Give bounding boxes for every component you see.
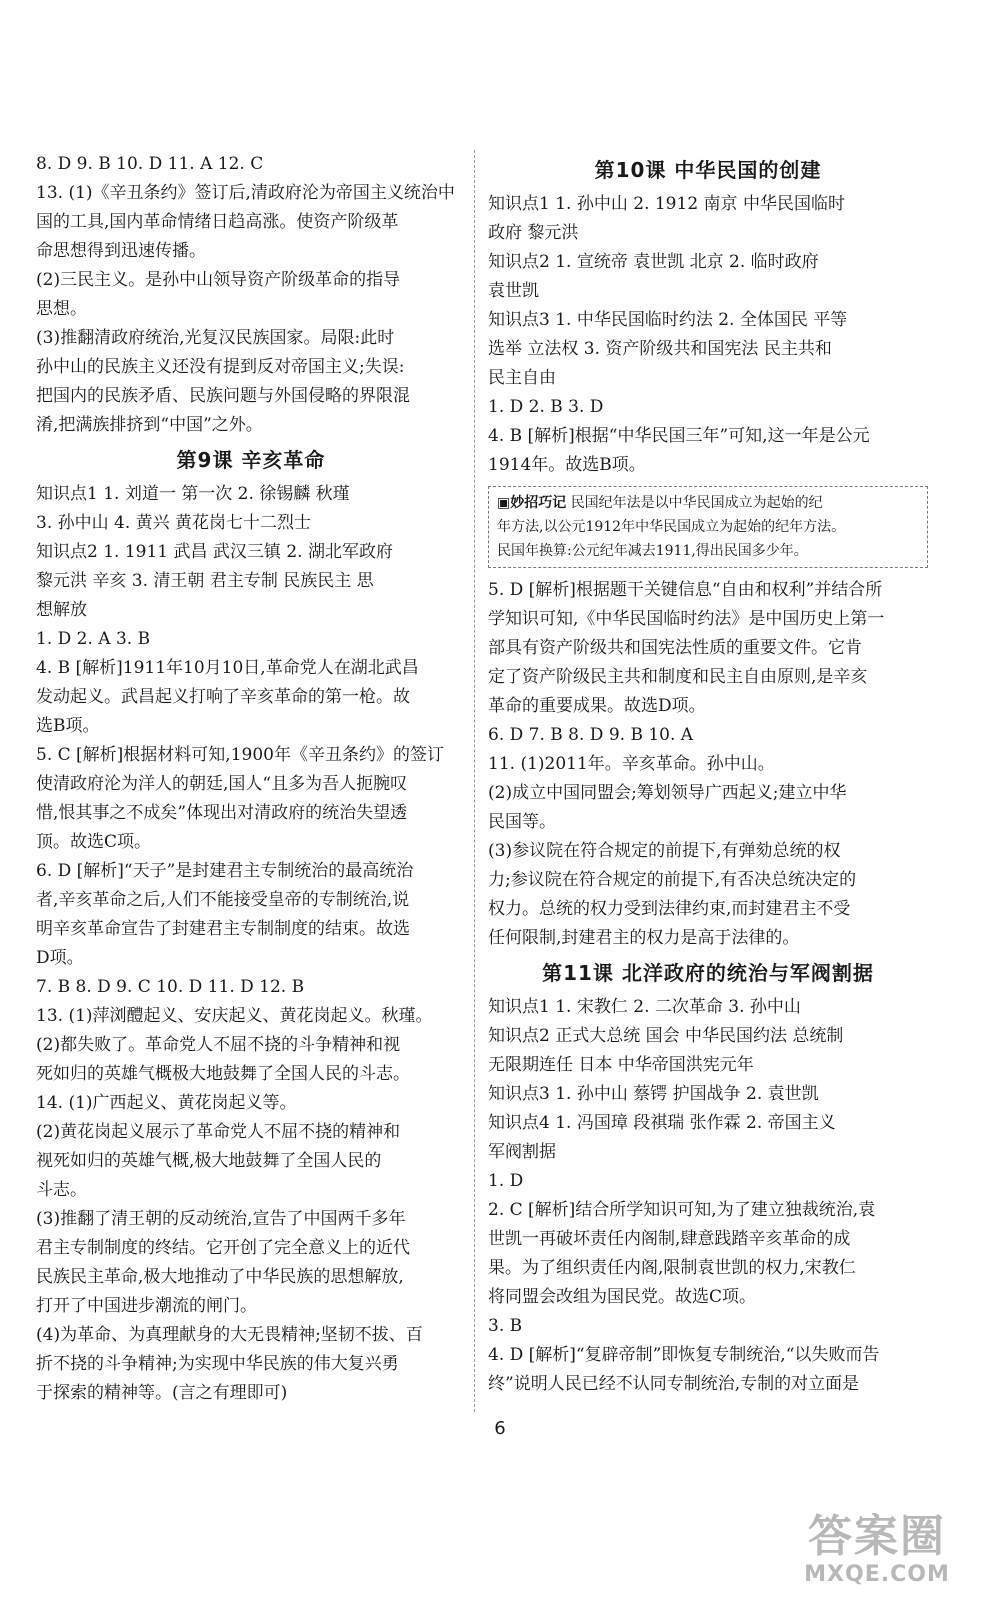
- answer-line: 民国等。: [488, 812, 556, 832]
- watermark-text: 答案圈: [808, 1511, 946, 1562]
- answer-line: 任何限制,封建君主的权力是高于法律的。: [488, 928, 800, 948]
- answer-line: (3)推翻清政府统治,光复汉民族国家。局限:此时: [36, 328, 395, 348]
- answer-line: 部具有资产阶级共和国宪法性质的重要文件。它肯: [488, 638, 862, 658]
- answer-line: 终”说明人民已经不认同专制统治,专制的对立面是: [488, 1374, 860, 1394]
- answer-line: 7. B 8. D 9. C 10. D 11. D 12. B: [36, 977, 305, 997]
- answer-line: 世凯一再破坏责任内阁制,肆意践踏辛亥革命的成: [488, 1229, 851, 1249]
- answer-line: 视死如归的英雄气概,极大地鼓舞了全国人民的: [36, 1151, 382, 1171]
- answer-line: 6. D [解析]“天子”是封建君主专制统治的最高统治: [36, 861, 414, 881]
- lesson-title: 第10课 中华民国的创建: [594, 158, 822, 182]
- answer-line: 想解放: [36, 600, 87, 620]
- answer-line: 知识点4 1. 冯国璋 段祺瑞 张作霖 2. 帝国主义: [488, 1113, 836, 1133]
- answer-line: 淆,把满族排挤到“中国”之外。: [36, 415, 263, 435]
- answer-line: 折不挠的斗争精神;为实现中华民族的伟大复兴勇: [36, 1354, 399, 1374]
- answer-line: 顶。故选C项。: [36, 832, 152, 852]
- answer-line: 13. (1)萍浏醴起义、安庆起义、黄花岗起义。秋瑾。: [36, 1006, 433, 1026]
- answer-line: 4. D [解析]“复辟帝制”即恢复专制统治,“以失败而告: [488, 1345, 880, 1365]
- answer-line: 使清政府沦为洋人的朝廷,国人“且多为吾人扼腕叹: [36, 774, 408, 794]
- answer-line: 权力。总统的权力受到法律约束,而封建君主不受: [488, 899, 851, 919]
- answer-line: 无限期连任 日本 中华帝国洪宪元年: [488, 1055, 754, 1075]
- answer-line: (2)成立中国同盟会;筹划领导广西起义;建立中华: [488, 783, 847, 803]
- answer-line: 知识点1 1. 刘道一 第一次 2. 徐锡麟 秋瑾: [36, 484, 350, 504]
- answer-line: 知识点2 1. 宣统帝 袁世凯 北京 2. 临时政府: [488, 252, 819, 272]
- answer-line: 1. D: [488, 1171, 524, 1191]
- answer-line: 1. D 2. A 3. B: [36, 629, 151, 649]
- answer-line: 知识点3 1. 中华民国临时约法 2. 全体国民 平等: [488, 310, 848, 330]
- answer-line: 1914年。故选B项。: [488, 455, 646, 475]
- answer-line: 斗志。: [36, 1180, 87, 1200]
- answer-line: 4. B [解析]1911年10月10日,革命党人在湖北武昌: [36, 658, 419, 678]
- tip-text: 年方法,以公元1912年中华民国成立为起始的纪年方法。: [497, 519, 846, 535]
- answer-line: 11. (1)2011年。辛亥革命。孙中山。: [488, 754, 775, 774]
- tip-label: ▣妙招巧记: [497, 495, 567, 511]
- answer-line: 知识点2 1. 1911 武昌 武汉三镇 2. 湖北军政府: [36, 542, 393, 562]
- answer-line: 4. B [解析]根据“中华民国三年”可知,这一年是公元: [488, 426, 870, 446]
- answer-line: 14. (1)广西起义、黄花岗起义等。: [36, 1093, 297, 1113]
- tip-box: [488, 486, 928, 568]
- answer-line: 思想。: [36, 299, 87, 319]
- answer-line: (2)都失败了。革命党人不屈不挠的斗争精神和视: [36, 1035, 401, 1055]
- answer-line: 把国内的民族矛盾、民族问题与外国侵略的界限混: [36, 386, 410, 406]
- answer-line: 军阀割据: [488, 1142, 556, 1162]
- lesson-title: 第11课 北洋政府的统治与军阀割据: [542, 961, 874, 985]
- answer-line: 3. B: [488, 1316, 523, 1336]
- tip-line: [497, 539, 919, 563]
- answer-line: 3. 孙中山 4. 黄兴 黄花岗七十二烈士: [36, 513, 312, 533]
- answer-line: 于探索的精神等。(言之有理即可): [36, 1383, 288, 1403]
- answer-line: 6. D 7. B 8. D 9. B 10. A: [488, 725, 694, 745]
- answer-line: 民主自由: [488, 368, 556, 388]
- answer-line: 定了资产阶级民主共和制度和民主自由原则,是辛亥: [488, 667, 868, 687]
- answer-line: 8. D 9. B 10. D 11. A 12. C: [36, 154, 264, 174]
- answer-line: 选举 立法权 3. 资产阶级共和国宪法 民主共和: [488, 339, 832, 359]
- answer-line: 1. D 2. B 3. D: [488, 397, 604, 417]
- tip-line: [497, 491, 919, 515]
- lesson-title: 第9课 辛亥革命: [176, 448, 326, 472]
- answer-line: 打开了中国进步潮流的闸门。: [36, 1296, 257, 1316]
- answer-line: 选B项。: [36, 716, 100, 736]
- answer-line: 政府 黎元洪: [488, 223, 579, 243]
- answer-line: 革命的重要成果。故选D项。: [488, 696, 706, 716]
- column-divider: [474, 150, 476, 1412]
- answer-line: 5. C [解析]根据材料可知,1900年《辛丑条约》的签订: [36, 745, 444, 765]
- page-number: 6: [494, 1418, 506, 1439]
- answer-line: D项。: [36, 948, 84, 968]
- answer-line: 明辛亥革命宣告了封建君主专制制度的结束。故选: [36, 919, 410, 939]
- answer-line: 2. C [解析]结合所学知识可知,为了建立独裁统治,袁: [488, 1200, 876, 1220]
- answer-line: 惜,恨其事之不成矣”体现出对清政府的统治失望透: [36, 803, 408, 823]
- watermark-url: MXQE.COM: [804, 1562, 950, 1587]
- answer-line: 知识点3 1. 孙中山 蔡锷 护国战争 2. 袁世凯: [488, 1084, 819, 1104]
- tip-line: [497, 515, 919, 539]
- answer-line: 发动起义。武昌起义打响了辛亥革命的第一枪。故: [36, 687, 410, 707]
- answer-line: 袁世凯: [488, 281, 539, 301]
- answer-line: 果。为了组织责任内阁,限制袁世凯的权力,宋教仁: [488, 1258, 856, 1278]
- answer-line: 5. D [解析]根据题干关键信息“自由和权利”并结合所: [488, 580, 883, 600]
- answer-line: 知识点2 正式大总统 国会 中华民国约法 总统制: [488, 1026, 844, 1046]
- answer-line: (3)推翻了清王朝的反动统治,宣告了中国两千多年: [36, 1209, 406, 1229]
- answer-line: 国的工具,国内革命情绪日趋高涨。使资产阶级革: [36, 212, 399, 232]
- tip-text: 民国年换算:公元纪年减去1911,得出民国多少年。: [497, 543, 808, 559]
- answer-line: 学知识可知,《中华民国临时约法》是中国历史上第一: [488, 609, 885, 629]
- right-column: [488, 150, 928, 1399]
- answer-line: 知识点1 1. 宋教仁 2. 二次革命 3. 孙中山: [488, 997, 801, 1017]
- answer-line: (4)为革命、为真理献身的大无畏精神;坚韧不拔、百: [36, 1325, 423, 1345]
- answer-line: 孙中山的民族主义还没有提到反对帝国主义;失误:: [36, 357, 405, 377]
- tip-text: 民国纪年法是以中华民国成立为起始的纪: [570, 495, 823, 511]
- answer-line: (2)黄花岗起义展示了革命党人不屈不挠的精神和: [36, 1122, 401, 1142]
- answer-line: (3)参议院在符合规定的前提下,有弹劾总统的权: [488, 841, 841, 861]
- answer-line: 死如归的英雄气概极大地鼓舞了全国人民的斗志。: [36, 1064, 410, 1084]
- answer-line: 力;参议院在符合规定的前提下,有否决总统决定的: [488, 870, 857, 890]
- answer-line: 君主专制制度的终结。它开创了完全意义上的近代: [36, 1238, 410, 1258]
- answer-line: 民族民主革命,极大地推动了中华民族的思想解放,: [36, 1267, 404, 1287]
- answer-line: 黎元洪 辛亥 3. 清王朝 君主专制 民族民主 思: [36, 571, 374, 591]
- answer-line: 命思想得到迅速传播。: [36, 241, 206, 261]
- answer-line: 知识点1 1. 孙中山 2. 1912 南京 中华民国临时: [488, 194, 845, 214]
- left-column: [36, 150, 466, 1408]
- watermark-logo: [772, 1512, 982, 1588]
- answer-line: 13. (1)《辛丑条约》签订后,清政府沦为帝国主义统治中: [36, 183, 455, 203]
- answer-line: 者,辛亥革命之后,人们不能接受皇帝的专制统治,说: [36, 890, 410, 910]
- answer-line: (2)三民主义。是孙中山领导资产阶级革命的指导: [36, 270, 401, 290]
- answer-line: 将同盟会改组为国民党。故选C项。: [488, 1287, 757, 1307]
